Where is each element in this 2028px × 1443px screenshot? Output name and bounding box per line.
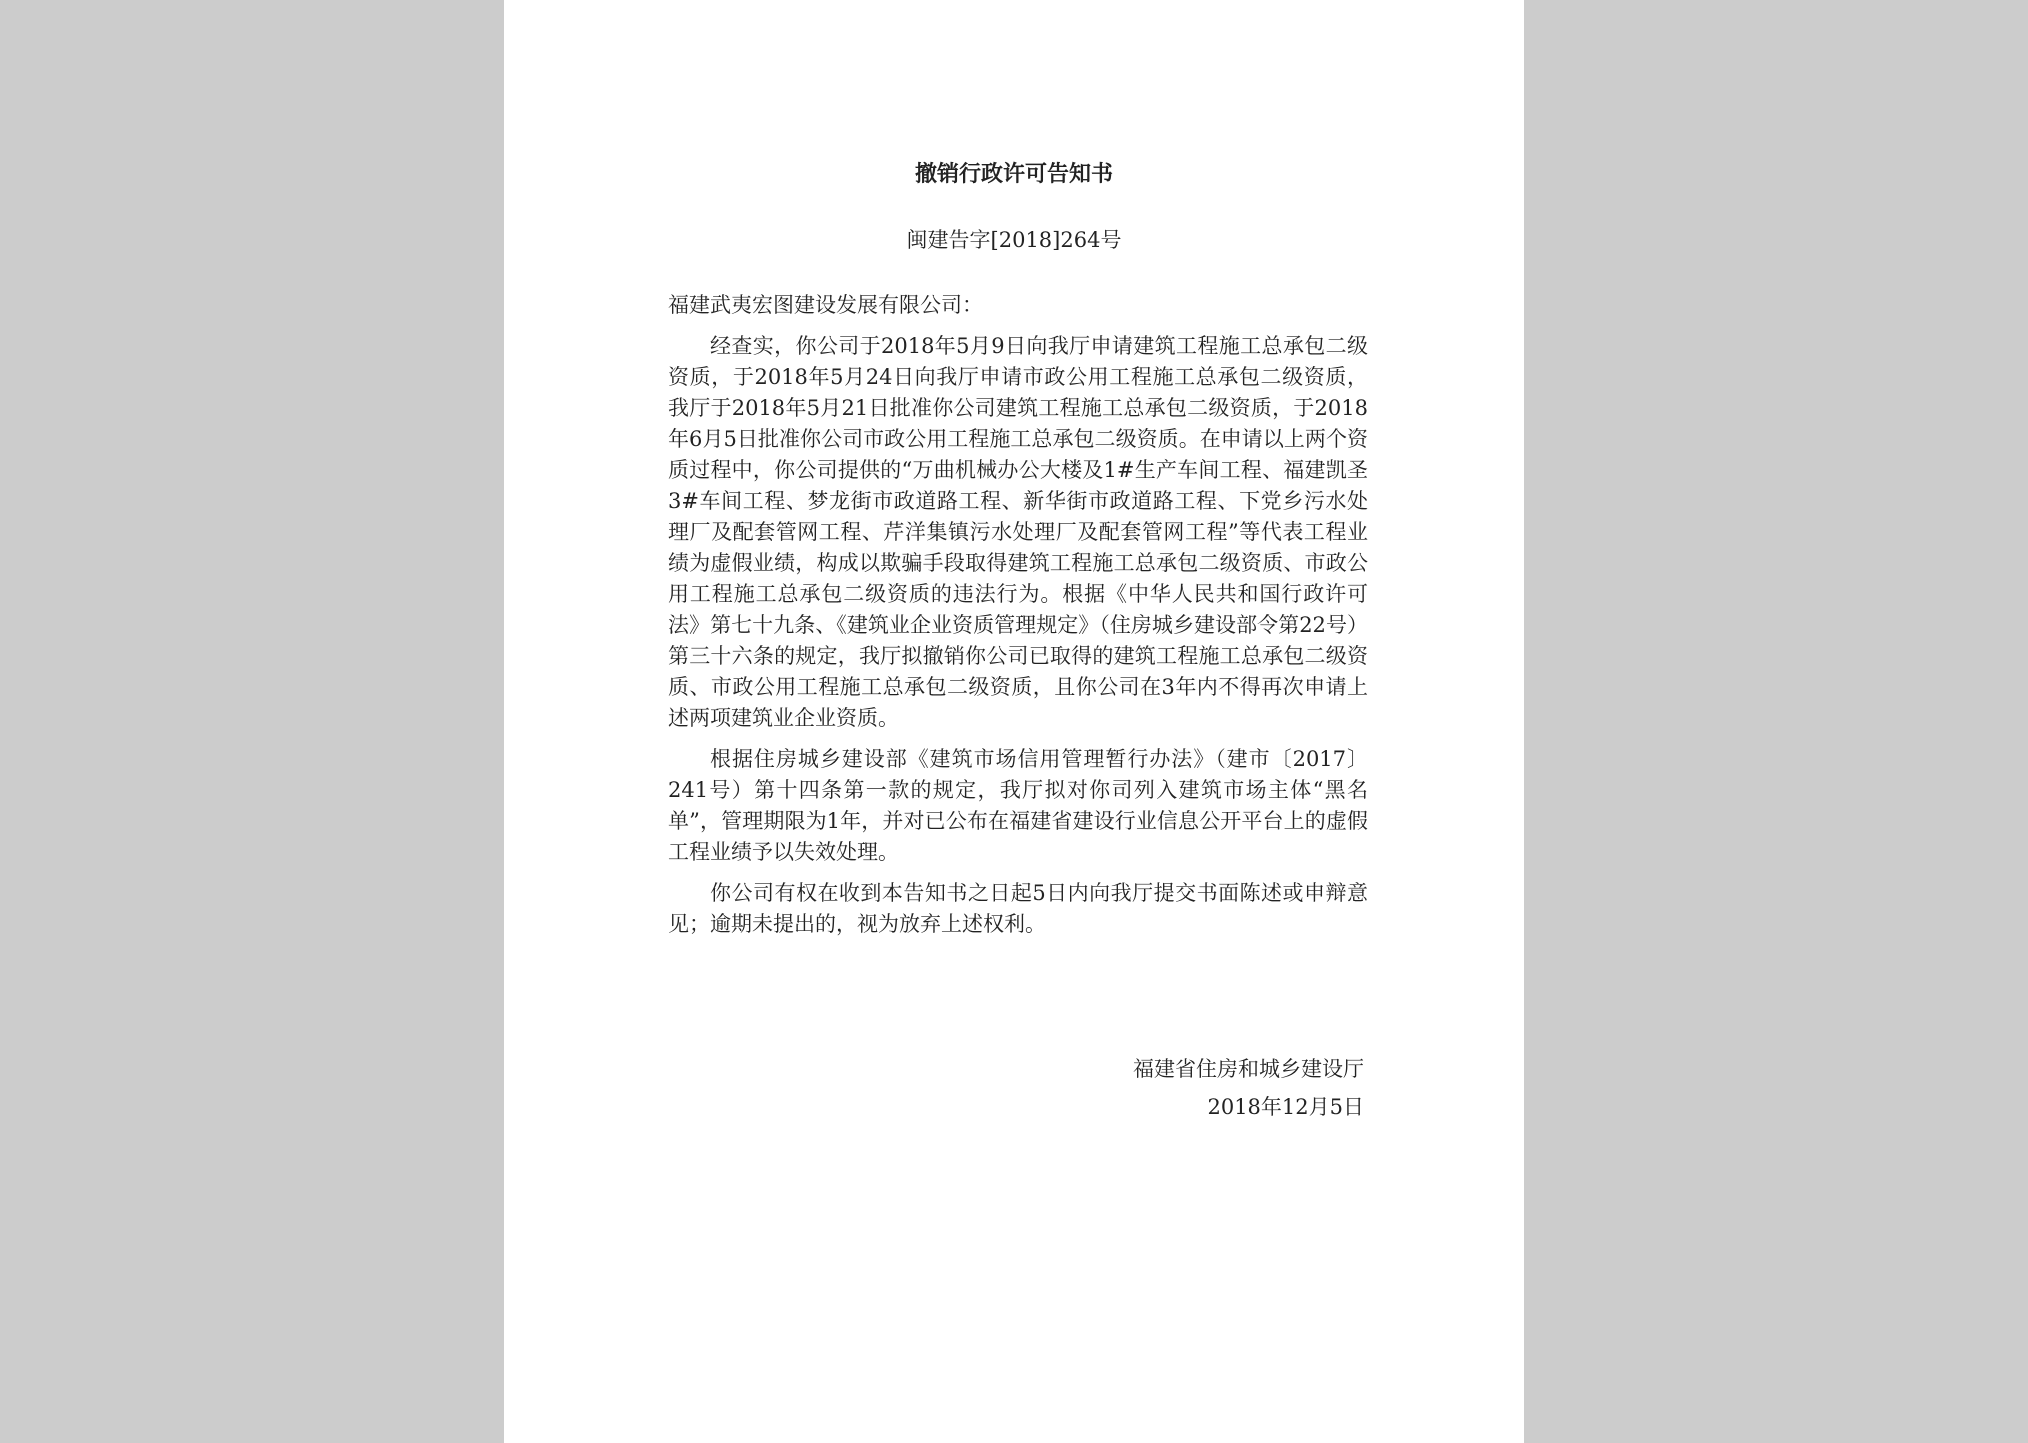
issue-date: 2018年12月5日	[1207, 1095, 1364, 1119]
signature-block	[1133, 1050, 1364, 1126]
document-number: 闽建告字[2018]264号	[906, 228, 1122, 252]
document-body	[668, 331, 1368, 940]
document-title: 撤销行政许可告知书	[914, 161, 1113, 187]
document-page	[504, 0, 1524, 1443]
issuer-name: 福建省住房和城乡建设厅	[1133, 1057, 1364, 1081]
paragraph-blacklist: 根据住房城乡建设部《建筑市场信用管理暂行办法》（建市〔2017〕241号）第十四条第一款的规定，我厅拟对你司列入建筑市场主体“黑名单”，管理期限为1年，并对已公布在福建省建设行业信息公开平台上的虚假工程业绩予以失效处理。	[668, 747, 1368, 864]
paragraph-findings: 经查实，你公司于2018年5月9日向我厅申请建筑工程施工总承包二级资质，于2018年5月24日向我厅申请市政公用工程施工总承包二级资质，我厅于2018年5月21日批准你公司建筑工程施工总承包二级资质，于2018年6月5日批准你公司市政公用工程施工总承包二级资质。在申请以上两个资质过程中，你公司提供的“万曲机械办公大楼及1#生产车间工程、福建凯圣3#车间工程、梦龙街市政道路工程、新华街市政道路工程、下党乡污水处理厂及配套管网工程、芹洋集镇污水处理厂及配套管网工程”等代表工程业绩为虚假业绩，构成以欺骗手段取得建筑工程施工总承包二级资质、市政公用工程施工总承包二级资质的违法行为。根据《中华人民共和国行政许可法》第七十九条、《建筑业企业资质管理规定》（住房城乡建设部令第22号）第三十六条的规定，我厅拟撤销你公司已取得的建筑工程施工总承包二级资质、市政公用工程施工总承包二级资质，且你公司在3年内不得再次申请上述两项建筑业企业资质。	[668, 334, 1368, 730]
paragraph-rights: 你公司有权在收到本告知书之日起5日内向我厅提交书面陈述或申辩意见；逾期未提出的，视为放弃上述权利。	[668, 881, 1368, 936]
salutation: 福建武夷宏图建设发展有限公司：	[668, 293, 983, 317]
